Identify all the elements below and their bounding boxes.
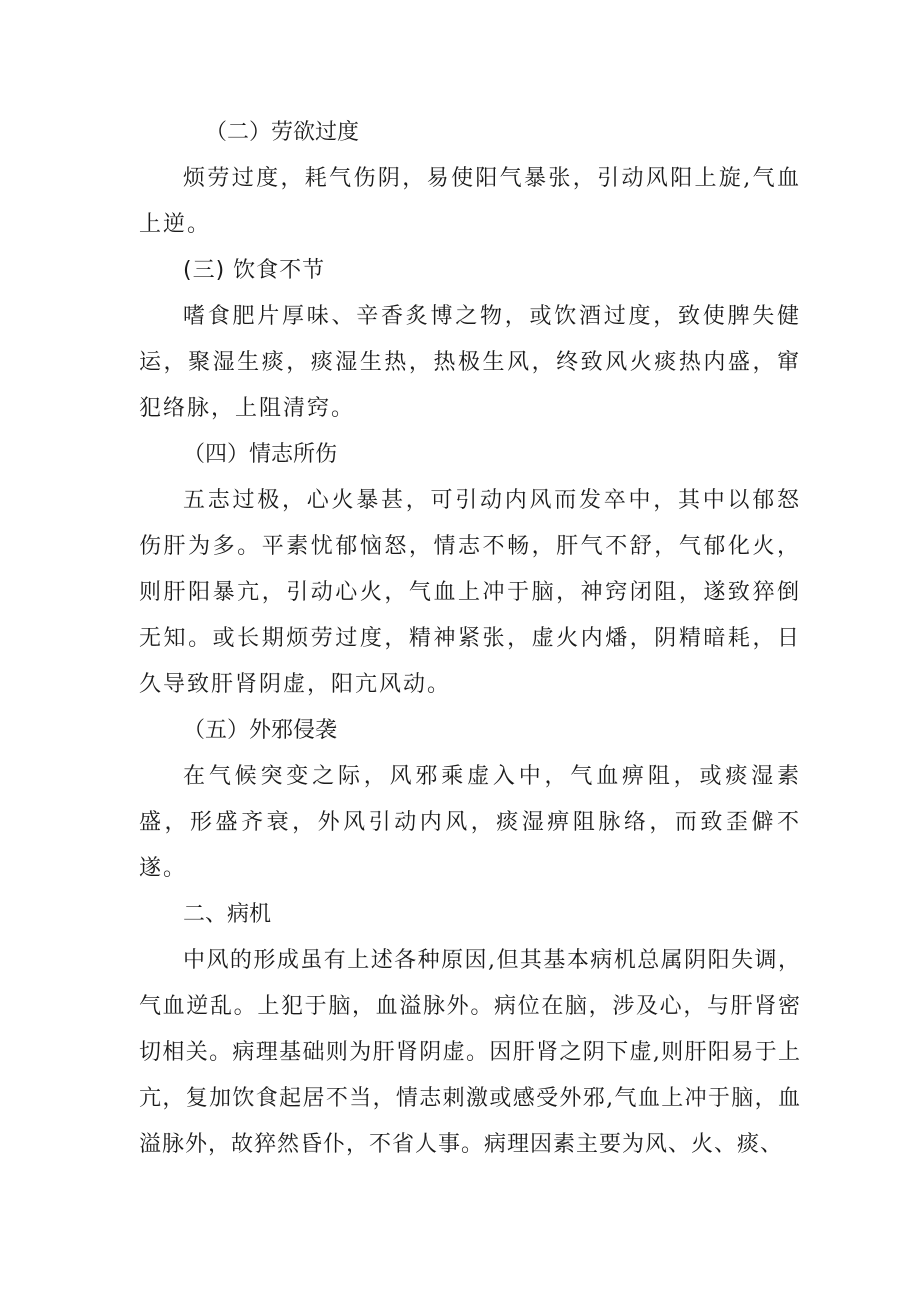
section-heading-emotion: （四）情志所伤 xyxy=(183,442,338,467)
paragraph-emotion: 五志过极，心火暴甚，可引动内风而发卒中，其中以郁怒伤肝为多。平素忧郁恼怒，情志不畅，肝气不舒，气郁化火，则肝阳暴亢，引动心火，气血上冲于脑，神窍闭阻，遂致猝倒无知。或长期烦劳过度，精神紧张，虚火内燔，阴精暗耗，日久导致肝肾阴虚，阳亢风动。 xyxy=(139,488,801,697)
paragraph-external-pathogen: 在气候突变之际，风邪乘虚入中，气血痹阻，或痰湿素盛，形盛齐衰，外风引动内风，痰湿痹阻脉络，而致歪僻不遂。 xyxy=(139,764,801,881)
paragraph-labor-desire: 烦劳过度，耗气伤阴，易使阳气暴张，引动风阳上旋,气血上逆。 xyxy=(139,166,801,237)
section-heading-diet: (三) 饮食不节 xyxy=(183,258,326,283)
section-heading-external-pathogen: （五）外邪侵袭 xyxy=(183,718,338,743)
document-body xyxy=(139,110,801,1168)
paragraph-diet: 嗜食肥片厚味、辛香炙博之物，或饮酒过度，致使脾失健运，聚湿生痰，痰湿生热，热极生风，终致风火痰热内盛，窜犯络脉，上阻清窍。 xyxy=(139,304,801,421)
paragraph-pathogenesis: 中风的形成虽有上述各种原因,但其基本病机总属阴阳失调，气血逆乱。上犯于脑，血溢脉外。病位在脑，涉及心，与肝肾密切相关。病理基础则为肝肾阴虚。因肝肾之阴下虚,则肝阳易于上亢，复加饮食起居不当，情志刺激或感受外邪,气血上冲于脑，血溢脉外，故猝然昏仆，不省人事。病理因素主要为风、火、痰、 xyxy=(139,948,801,1157)
section-heading-pathogenesis: 二、病机 xyxy=(183,902,272,927)
section-heading-labor-desire: （二）劳欲过度 xyxy=(205,120,360,145)
